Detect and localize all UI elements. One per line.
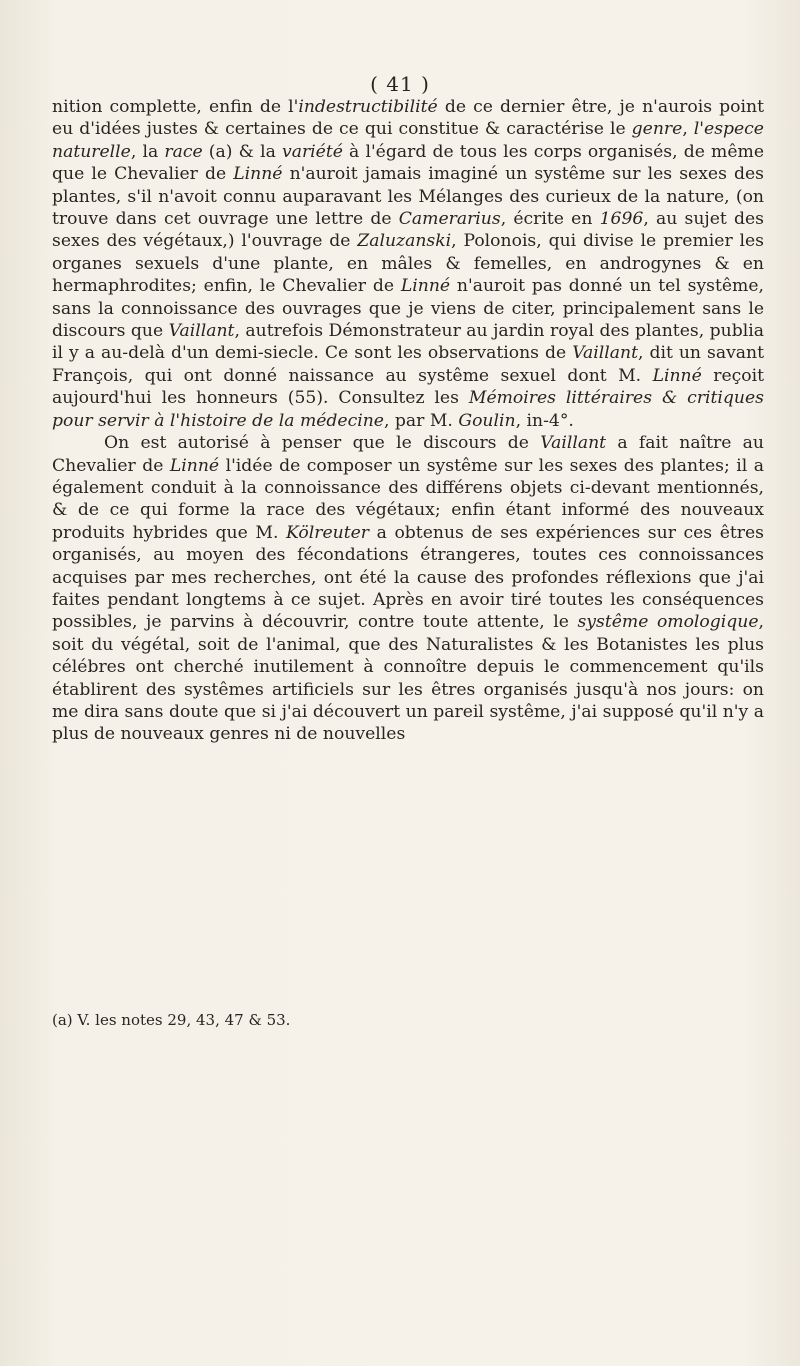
italic-run: Vaillant (168, 321, 235, 342)
body-text (52, 96, 764, 746)
text-run: , in-4°. (515, 410, 574, 431)
text-run: à l'égard de tous les corps organisés, de même que le Chevalier de (52, 141, 764, 185)
text-run: , autrefois Démonstrateur au jardin royal des plantes, publia il y a au-delà d'un demi-siecle. Ce sont les observations de (52, 321, 764, 364)
text-run: , écrite en (500, 209, 600, 230)
text-run: , par M. (383, 410, 459, 431)
italic-run: Linné (400, 276, 451, 297)
italic-run: Vaillant (572, 343, 638, 364)
text-run: l'idée de composer un systême sur les sexes des plantes; il a également conduit à la connoissance des différens objets ci-devant mentionnés, & de ce qui forme la race des végétaux; enfin étant informé des nouveaux produits hybrides que M. (52, 455, 764, 543)
italic-run: Mémoires littéraires & critiques pour servir à l'histoire de la médecine (52, 388, 764, 431)
text-run: , (682, 119, 694, 140)
italic-run: variété (281, 141, 343, 162)
italic-run: Linné (233, 164, 283, 185)
text-run: , Polonois, qui divise le premier les organes sexuels d'une plante, en mâles & femelles, en androgynes & en hermaphrodites; enfin, le Chevalier de (52, 231, 764, 297)
text-run: , dit un savant François, qui ont donné naissance au systême sexuel dont M. (52, 343, 764, 386)
text-run: , la (130, 141, 165, 162)
italic-run: Camerarius (398, 209, 501, 230)
italic-run: Goulin (458, 410, 516, 431)
italic-run: race (164, 141, 203, 162)
italic-run: Kölreuter (286, 522, 370, 543)
text-run: On est autorisé à penser que le discours de (104, 433, 541, 454)
text-run: (a) & la (202, 141, 282, 162)
page-number: ( 41 ) (370, 72, 430, 96)
text-run: de ce dernier être, je n'aurois point eu d'idées justes & certaines de ce qui constitue & caractérise le (52, 97, 764, 140)
text-run: reçoit aujourd'hui les honneurs (55). Consultez les (52, 365, 764, 409)
italic-run: Vaillant (540, 433, 607, 454)
footnote: (a) V. les notes 29, 43, 47 & 53. (52, 1011, 291, 1029)
text-run: n'auroit jamais imaginé un systême sur les sexes des plantes, s'il n'avoit connu auparavant les Mélanges des curieux de la nature, (on trouve dans cet ouvrage une lettre de (52, 164, 764, 230)
text-run: a obtenus de ses expériences sur ces êtres organisés, au moyen des fécondations étrangeres, toutes ces connoissances acquises par mes recherches, ont été la cause des profondes réflexions que j'ai faites pendant longtems à ce sujet. Après en avoir tiré toutes les conséquences possibles, je parvins à découvrir, contre toute attente, le (52, 522, 764, 633)
italic-run: Zaluzanski (357, 231, 452, 252)
italic-run: Linné (169, 455, 220, 476)
italic-run: l'espece naturelle (52, 119, 764, 162)
paragraph-1 (52, 96, 764, 432)
text-run: nition complette, enfin de l' (52, 97, 299, 117)
italic-run: 1696 (599, 209, 644, 230)
italic-run: systême omologique (577, 612, 759, 633)
paragraph-2 (52, 432, 764, 746)
italic-run: Linné (652, 365, 702, 386)
text-run: n'auroit pas donné un tel systême, sans la connoissance des ouvrages que je viens de citer, principalement sans le discours que (52, 276, 764, 342)
text-run: a fait naître au Chevalier de (52, 433, 764, 476)
text-run: , au sujet des sexes des végétaux,) l'ouvrage de (52, 209, 765, 252)
italic-run: indestructibilité (298, 97, 438, 117)
text-run: , soit du végétal, soit de l'animal, que des Naturalistes & les Botanistes les plus célébres ont cherché inutilement à connoître depuis le commencement qu'ils établirent des systêmes artificiels sur les êtres organisés jusqu'à nos jours: on me dira sans doute que si j'ai découvert un pareil systême, j'ai supposé qu'il n'y a plus de nouveaux genres ni de nouvelles (52, 612, 764, 745)
italic-run: genre (631, 119, 683, 140)
